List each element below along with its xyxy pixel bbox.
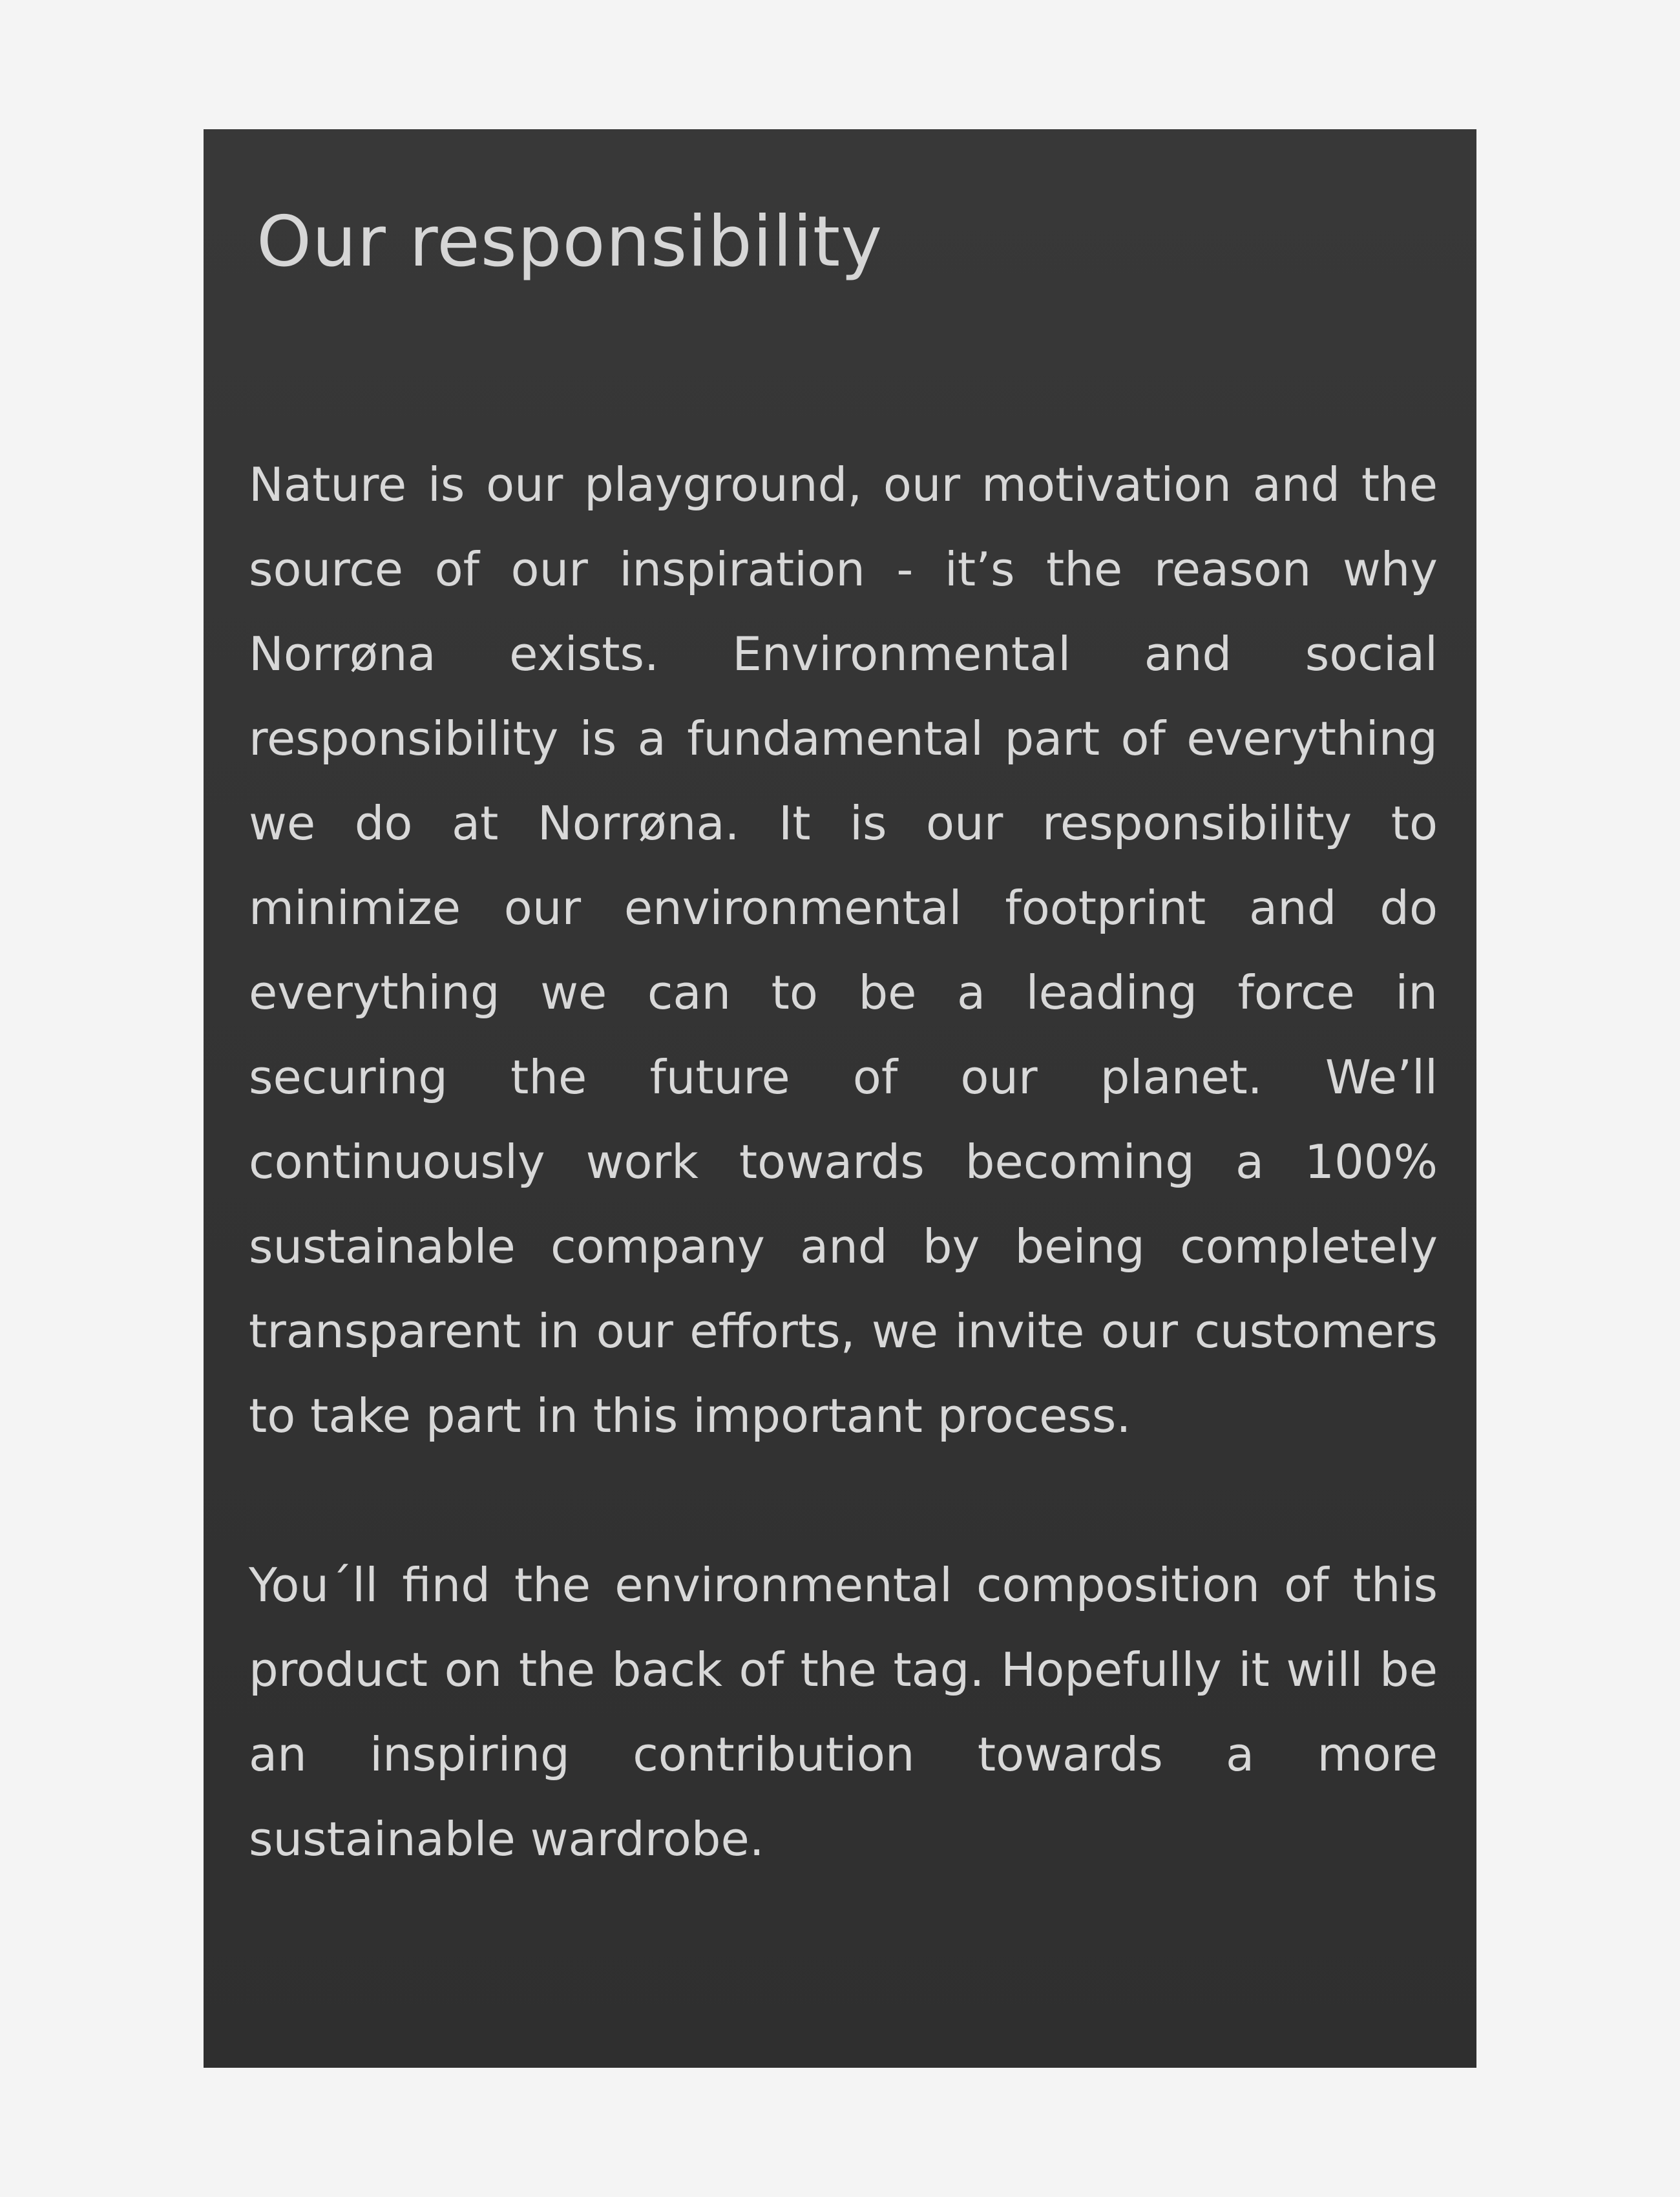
composition-paragraph: You´ll find the environmental composition of this product on the back of the tag. Hopefully it will be an inspiring contribution towards a more sustainable wardrobe. <box>249 1557 1438 1866</box>
responsibility-paragraph: Nature is our playground, our motivation and the source of our inspiration - it’s the reason why Norrøna exists. Environmental and social responsibility is a fundamental part of everything we do at Norrøna. It is our responsibility to minimize our environmental footprint and do everything we can to be a leading force in securing the future of our planet. We’ll continuously work towards becoming a 100% sustainable company and by being completely transparent in our efforts, we invite our customers to take part in this important process. <box>249 457 1438 1443</box>
tag-body <box>249 443 1438 1882</box>
hang-tag <box>204 129 1476 2068</box>
tag-title: Our responsibility <box>257 202 883 282</box>
